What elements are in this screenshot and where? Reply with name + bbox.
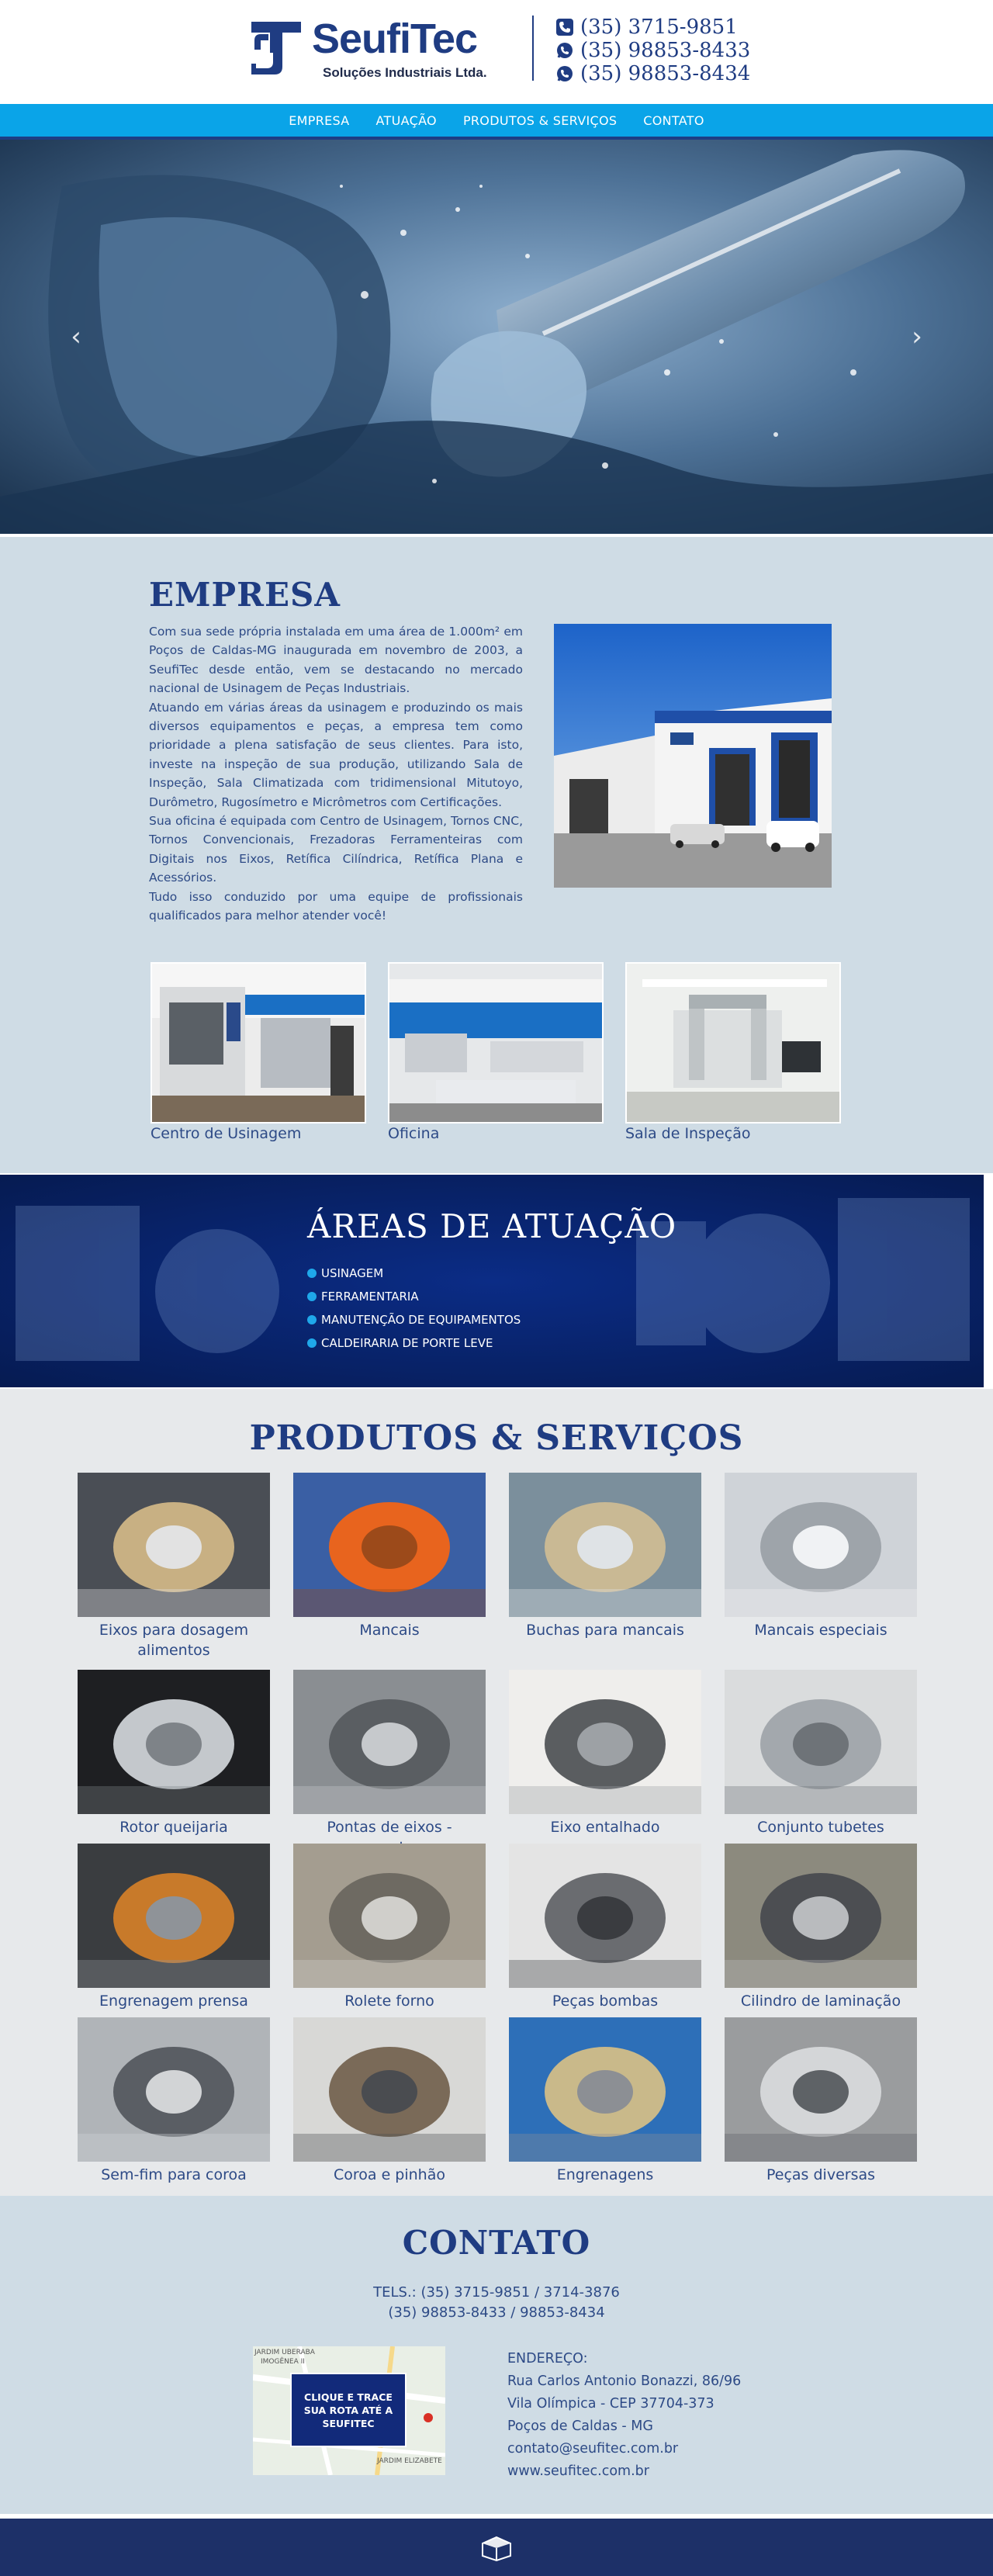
cnc-center-image: [152, 964, 366, 1124]
product-card[interactable]: [509, 1670, 701, 1837]
product-image: [725, 1670, 917, 1814]
slider-prev-icon[interactable]: ‹: [71, 321, 81, 352]
gallery-photo-sala-inspecao[interactable]: [625, 962, 841, 1124]
atuacao-title: ÁREAS DE ATUAÇÃO: [307, 1207, 677, 1245]
phone-list: [555, 16, 750, 85]
product-caption: Mancais: [359, 1622, 420, 1639]
product-card[interactable]: [725, 1670, 917, 1837]
logo-subtitle: Soluções Industriais Ltda.: [323, 65, 487, 80]
product-caption: Sem-fim para coroa: [101, 2166, 247, 2183]
bullet-icon: [307, 1292, 317, 1301]
product-image: [293, 1670, 486, 1814]
nav-item-produtos[interactable]: PRODUTOS & SERVIÇOS: [462, 113, 618, 128]
bullet-icon: [307, 1315, 317, 1324]
empresa-paragraph: Sua oficina é equipada com Centro de Usinagem, Tornos CNC, Tornos Convencionais, Frezadoras Ferramenteiras com Digitais nos Eixos, Retífica Cilíndrica, Retífica Plana e Acessórios.: [149, 814, 523, 885]
hero-slider: [0, 140, 993, 534]
contato-section: [0, 2196, 993, 2514]
nav-item-empresa[interactable]: EMPRESA: [289, 113, 350, 128]
contato-title: CONTATO: [402, 2224, 591, 2262]
logo-name: SeufiTec: [312, 16, 478, 62]
inspection-room-image: [627, 964, 841, 1124]
map-label: IMOGÊNEA II: [261, 2358, 305, 2366]
contact-phones: [0, 2283, 993, 2323]
product-caption: Eixo entalhado: [550, 1819, 660, 1836]
list-item: [307, 1285, 521, 1308]
product-image: [725, 1473, 917, 1617]
product-image: [509, 1670, 701, 1814]
phone-item[interactable]: [555, 62, 750, 85]
empresa-title: EMPRESA: [149, 576, 341, 614]
product-card[interactable]: [725, 1844, 917, 2011]
product-image: [725, 1844, 917, 1988]
email-link[interactable]: contato@seufitec.com.br: [507, 2441, 679, 2457]
list-item: [307, 1331, 521, 1355]
gallery-caption: Sala de Inspeção: [625, 1125, 751, 1142]
product-card[interactable]: [509, 2017, 701, 2185]
workshop-image: [389, 964, 604, 1124]
product-caption: Pontas de eixos -: [327, 1819, 452, 1836]
product-image: [78, 1473, 270, 1617]
hero-image: [0, 140, 993, 534]
header-divider: [532, 16, 534, 81]
product-card[interactable]: [293, 1473, 486, 1640]
product-image: [293, 1844, 486, 1988]
atuacao-item-label: USINAGEM: [321, 1266, 384, 1280]
product-card[interactable]: [78, 1844, 270, 2011]
address-district: Vila Olímpica - CEP 37704-373: [507, 2396, 714, 2412]
product-card[interactable]: [293, 1844, 486, 2011]
address-city: Poços de Caldas - MG: [507, 2418, 653, 2434]
seufitec-logo[interactable]: [247, 14, 510, 84]
list-item: [307, 1262, 521, 1285]
atuacao-section: [0, 1173, 993, 1389]
product-image: [293, 1473, 486, 1617]
whatsapp-icon: [555, 41, 574, 60]
phone-icon: [555, 18, 574, 36]
product-card[interactable]: [293, 1670, 486, 1858]
list-item: [307, 1308, 521, 1331]
product-image: [509, 1844, 701, 1988]
product-caption: Rolete forno: [344, 1993, 434, 2010]
phones-line: TELS.: (35) 3715-9851 / 3714-3876: [373, 2284, 620, 2301]
gallery-caption: Centro de Usinagem: [151, 1125, 302, 1142]
product-card[interactable]: [78, 2017, 270, 2185]
atuacao-item-label: MANUTENÇÃO DE EQUIPAMENTOS: [321, 1313, 521, 1327]
address-label: ENDEREÇO:: [507, 2351, 588, 2367]
product-caption: Engrenagem prensa: [99, 1993, 248, 2010]
product-caption: Peças bombas: [552, 1993, 659, 2010]
bullet-icon: [307, 1338, 317, 1348]
nav-item-atuacao[interactable]: ATUAÇÃO: [375, 113, 437, 128]
atuacao-item-label: CALDEIRARIA DE PORTE LEVE: [321, 1336, 493, 1350]
phone-number: (35) 3715-9851: [580, 16, 738, 39]
atuacao-item-label: FERRAMENTARIA: [321, 1290, 419, 1304]
product-image: [78, 1844, 270, 1988]
map-label: JARDIM UBERABA: [254, 2349, 315, 2356]
product-caption: Engrenagens: [556, 2166, 654, 2183]
gallery-photo-centro-usinagem[interactable]: [151, 962, 366, 1124]
gallery-caption: Oficina: [388, 1125, 440, 1142]
product-card[interactable]: [509, 1844, 701, 2011]
product-caption: Peças diversas: [766, 2166, 876, 2183]
address-block: [507, 2348, 741, 2483]
phone-number: (35) 98853-8434: [580, 62, 751, 85]
empresa-paragraph: Com sua sede própria instalada em uma área de 1.000m² em Poços de Caldas-MG inaugurada em novembro de 2003, a SeufiTec desde então, vem se destacando no mercado nacional de Usinagem de Peças Industriais.: [149, 625, 523, 696]
product-image: [725, 2017, 917, 2162]
company-building-photo: [554, 624, 832, 888]
product-card[interactable]: [293, 2017, 486, 2185]
empresa-text: [149, 622, 523, 926]
site-footer: [0, 2519, 993, 2576]
product-card[interactable]: [78, 1670, 270, 1837]
developer-logo-icon[interactable]: [481, 2536, 512, 2562]
produtos-title: PRODUTOS & SERVIÇOS: [249, 1418, 744, 1458]
product-image: [293, 2017, 486, 2162]
product-caption: Cilindro de laminação: [740, 1993, 901, 2010]
product-caption: Conjunto tubetes: [757, 1819, 884, 1836]
product-image: [78, 2017, 270, 2162]
atuacao-list: [307, 1262, 521, 1355]
product-image: [509, 1473, 701, 1617]
phones-line: (35) 98853-8433 / 98853-8434: [388, 2304, 605, 2321]
nav-item-contato[interactable]: CONTATO: [643, 113, 704, 128]
product-card[interactable]: [725, 1473, 917, 1640]
route-map[interactable]: [253, 2346, 445, 2475]
phone-item[interactable]: [555, 39, 750, 62]
empresa-paragraph: Atuando em várias áreas da usinagem e produzindo os mais diversos equipamentos e peças, a empresa tem como prioridade a plena satisfação de seus clientes. Para isto, investe na inspeção de sua produção, utilizando Sala de Inspeção, Sala Climatizada com tridimensional Mitutoyo, Durômetro, Rugosímetro e Micrômetros com Certificações.: [149, 700, 523, 809]
product-caption: Mancais especiais: [754, 1622, 887, 1639]
empresa-paragraph: Tudo isso conduzido por uma equipe de profissionais qualificados para melhor atender você!: [149, 889, 523, 923]
product-caption: Coroa e pinhão: [333, 2166, 445, 2183]
map-label: JARDIM ELIZABETE: [377, 2457, 442, 2465]
product-caption: Buchas para mancais: [526, 1622, 684, 1639]
website-link[interactable]: www.seufitec.com.br: [507, 2463, 649, 2479]
product-caption: Rotor queijaria: [119, 1819, 228, 1836]
produtos-section: [0, 1389, 993, 2196]
whatsapp-icon: [555, 64, 574, 83]
site-header: [0, 0, 993, 104]
atuacao-banner: [0, 1175, 984, 1387]
product-image: [78, 1670, 270, 1814]
bullet-icon: [307, 1269, 317, 1278]
slider-next-icon[interactable]: ›: [912, 321, 922, 352]
product-card[interactable]: [509, 1473, 701, 1640]
main-nav: [0, 104, 993, 140]
map-route-button[interactable]: CLIQUE E TRACE SUA ROTA ATÉ A SEUFITEC: [290, 2373, 407, 2447]
phone-number: (35) 98853-8433: [580, 39, 751, 62]
address-street: Rua Carlos Antonio Bonazzi, 86/96: [507, 2373, 742, 2389]
product-caption: Eixos para dosagem alimentos: [99, 1622, 249, 1659]
product-card[interactable]: [725, 2017, 917, 2185]
gallery-photo-oficina[interactable]: [388, 962, 604, 1124]
product-image: [509, 2017, 701, 2162]
logo-mark-icon: [247, 17, 304, 78]
empresa-section: [0, 537, 993, 1173]
product-card[interactable]: [78, 1473, 270, 1660]
phone-item[interactable]: [555, 16, 750, 39]
